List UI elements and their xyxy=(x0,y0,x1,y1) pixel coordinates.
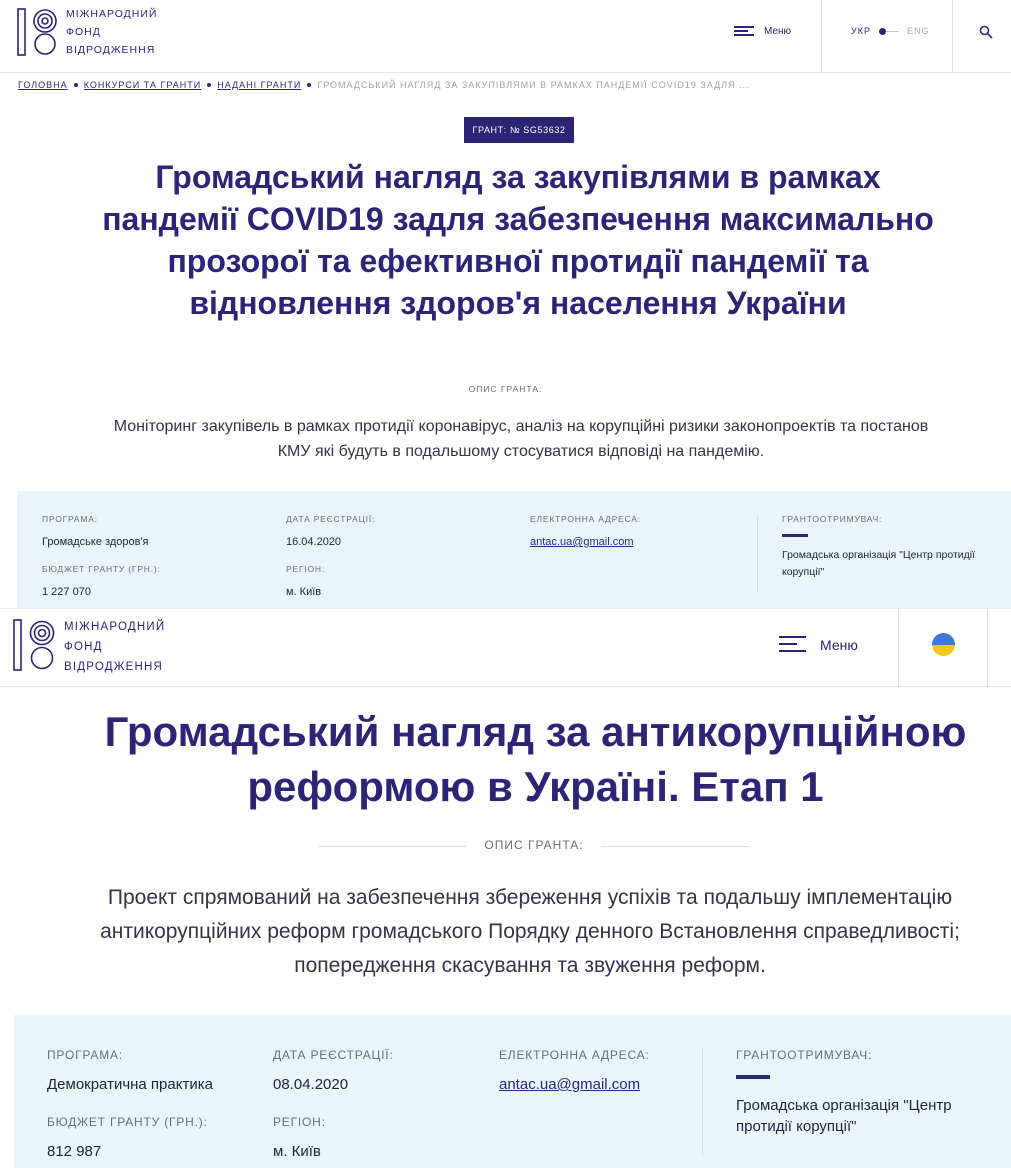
info-date xyxy=(286,514,375,551)
region-value: м. Київ xyxy=(286,586,322,598)
logo-line-2: ФОНД xyxy=(66,26,101,38)
lang-eng[interactable]: ENG xyxy=(906,26,930,36)
menu-label: Меню xyxy=(820,636,858,653)
page-title: Громадський нагляд за антикорупційною реформою в Україні. Етап 1 xyxy=(104,708,967,810)
info-divider xyxy=(757,515,758,593)
logo-text[interactable] xyxy=(66,5,157,59)
logo-line-3: ВІДРОДЖЕННЯ xyxy=(64,661,163,673)
description-rule-right xyxy=(601,846,749,847)
recipient-accent-bar xyxy=(736,1075,770,1079)
logo-text[interactable] xyxy=(64,617,165,677)
ukraine-flag-icon[interactable] xyxy=(932,633,955,656)
page-title: Громадський нагляд за закупівлями в рамках пандемії COVID19 задля забезпечення максимально прозорої та ефективної протидії пандемії та відновлення здоров'я населення України xyxy=(102,159,934,321)
menu-button[interactable] xyxy=(734,25,791,37)
region-label: РЕГІОН: xyxy=(273,1115,326,1129)
logo-line-3: ВІДРОДЖЕННЯ xyxy=(66,44,156,56)
language-switch[interactable] xyxy=(851,26,929,36)
recipient-accent-bar xyxy=(782,534,808,537)
recipient-label: ГРАНТООТРИМУВАЧ: xyxy=(782,514,883,524)
logo-line-1: МІЖНАРОДНИЙ xyxy=(64,621,166,633)
irf-logo-icon[interactable] xyxy=(17,8,57,56)
region-value: м. Київ xyxy=(273,1143,321,1160)
date-label: ДАТА РЕЄСТРАЦІЇ: xyxy=(273,1048,394,1062)
program-value: Демократична практика xyxy=(47,1076,213,1093)
date-value: 16.04.2020 xyxy=(286,536,342,548)
email-label: ЕЛЕКТРОННА АДРЕСА: xyxy=(530,514,641,524)
info-date xyxy=(273,1048,394,1095)
menu-label: Меню xyxy=(764,25,792,37)
budget-value: 812 987 xyxy=(47,1143,102,1160)
grant-page-2 xyxy=(0,608,1011,1168)
info-program xyxy=(42,514,149,551)
info-divider xyxy=(702,1047,703,1155)
breadcrumb-separator xyxy=(74,83,78,87)
breadcrumb-separator xyxy=(207,83,211,87)
email-link[interactable]: antac.ua@gmail.com xyxy=(499,1076,641,1093)
search-icon[interactable] xyxy=(979,25,993,39)
date-value: 08.04.2020 xyxy=(273,1076,349,1093)
grant-description: Проект спрямований на забезпечення збереження успіхів та подальшу імплементацію антикорупційних реформ громадського Порядку денного Встановлення справедливості; попередження скасування та звуження реформ. xyxy=(100,886,960,977)
grant-number-badge: ГРАНТ: № SG53632 xyxy=(464,117,574,143)
budget-label: БЮДЖЕТ ГРАНТУ (ГРН.): xyxy=(42,564,161,574)
breadcrumb-home[interactable]: ГОЛОВНА xyxy=(18,80,68,90)
program-value: Громадське здоров'я xyxy=(42,536,149,548)
breadcrumb-separator xyxy=(307,83,311,87)
site-header xyxy=(0,608,1011,687)
program-label: ПРОГРАМА: xyxy=(42,514,98,524)
logo-line-1: МІЖНАРОДНИЙ xyxy=(66,8,158,20)
hamburger-icon xyxy=(734,25,754,37)
info-email xyxy=(530,514,641,551)
hamburger-icon xyxy=(779,636,806,653)
header-divider xyxy=(952,0,953,73)
grant-info-panel xyxy=(17,491,1011,608)
lang-ukr[interactable]: УКР xyxy=(851,26,871,36)
breadcrumb-current: ГРОМАДСЬКИЙ НАГЛЯД ЗА ЗАКУПІВЛЯМИ В РАМКАХ ПАНДЕМІЇ COVID19 ЗАДЛЯ ... xyxy=(317,80,750,90)
header-divider xyxy=(987,609,988,688)
info-region xyxy=(273,1115,326,1162)
info-budget xyxy=(42,564,161,601)
site-header xyxy=(0,0,1011,73)
info-recipient xyxy=(782,514,982,581)
info-budget xyxy=(47,1115,208,1162)
recipient-value: Громадська організація "Центр протидії корупції" xyxy=(736,1097,952,1135)
budget-label: БЮДЖЕТ ГРАНТУ (ГРН.): xyxy=(47,1115,208,1129)
recipient-value: Громадська організація "Центр протидії корупції" xyxy=(782,549,975,578)
description-label: ОПИС ГРАНТА: xyxy=(468,384,543,394)
header-divider xyxy=(821,0,822,73)
email-label: ЕЛЕКТРОННА АДРЕСА: xyxy=(499,1048,650,1062)
breadcrumb xyxy=(18,80,750,90)
irf-logo-icon[interactable] xyxy=(13,619,55,671)
info-recipient xyxy=(736,1048,986,1137)
breadcrumb-contests[interactable]: КОНКУРСИ ТА ГРАНТИ xyxy=(83,80,202,90)
grant-description: Моніторинг закупівель в рамках протидії коронавірус, аналіз на корупційні ризики законопроектів та постанов КМУ які будуть в подальшому стосуватися відповіді на пандемію. xyxy=(113,418,929,460)
header-divider xyxy=(898,609,899,688)
budget-value: 1 227 070 xyxy=(42,586,91,598)
email-link[interactable]: antac.ua@gmail.com xyxy=(530,536,634,548)
lang-toggle[interactable] xyxy=(879,28,899,34)
region-label: РЕГІОН: xyxy=(286,564,326,574)
breadcrumb-granted[interactable]: НАДАНІ ГРАНТИ xyxy=(217,80,302,90)
description-label: ОПИС ГРАНТА: xyxy=(484,838,584,852)
recipient-label: ГРАНТООТРИМУВАЧ: xyxy=(736,1048,873,1062)
info-region xyxy=(286,564,325,601)
grant-info-panel xyxy=(14,1015,1011,1168)
info-program xyxy=(47,1048,213,1095)
program-label: ПРОГРАМА: xyxy=(47,1048,123,1062)
date-label: ДАТА РЕЄСТРАЦІЇ: xyxy=(286,514,376,524)
info-email xyxy=(499,1048,650,1095)
logo-line-2: ФОНД xyxy=(64,641,103,653)
menu-button[interactable] xyxy=(779,636,858,653)
